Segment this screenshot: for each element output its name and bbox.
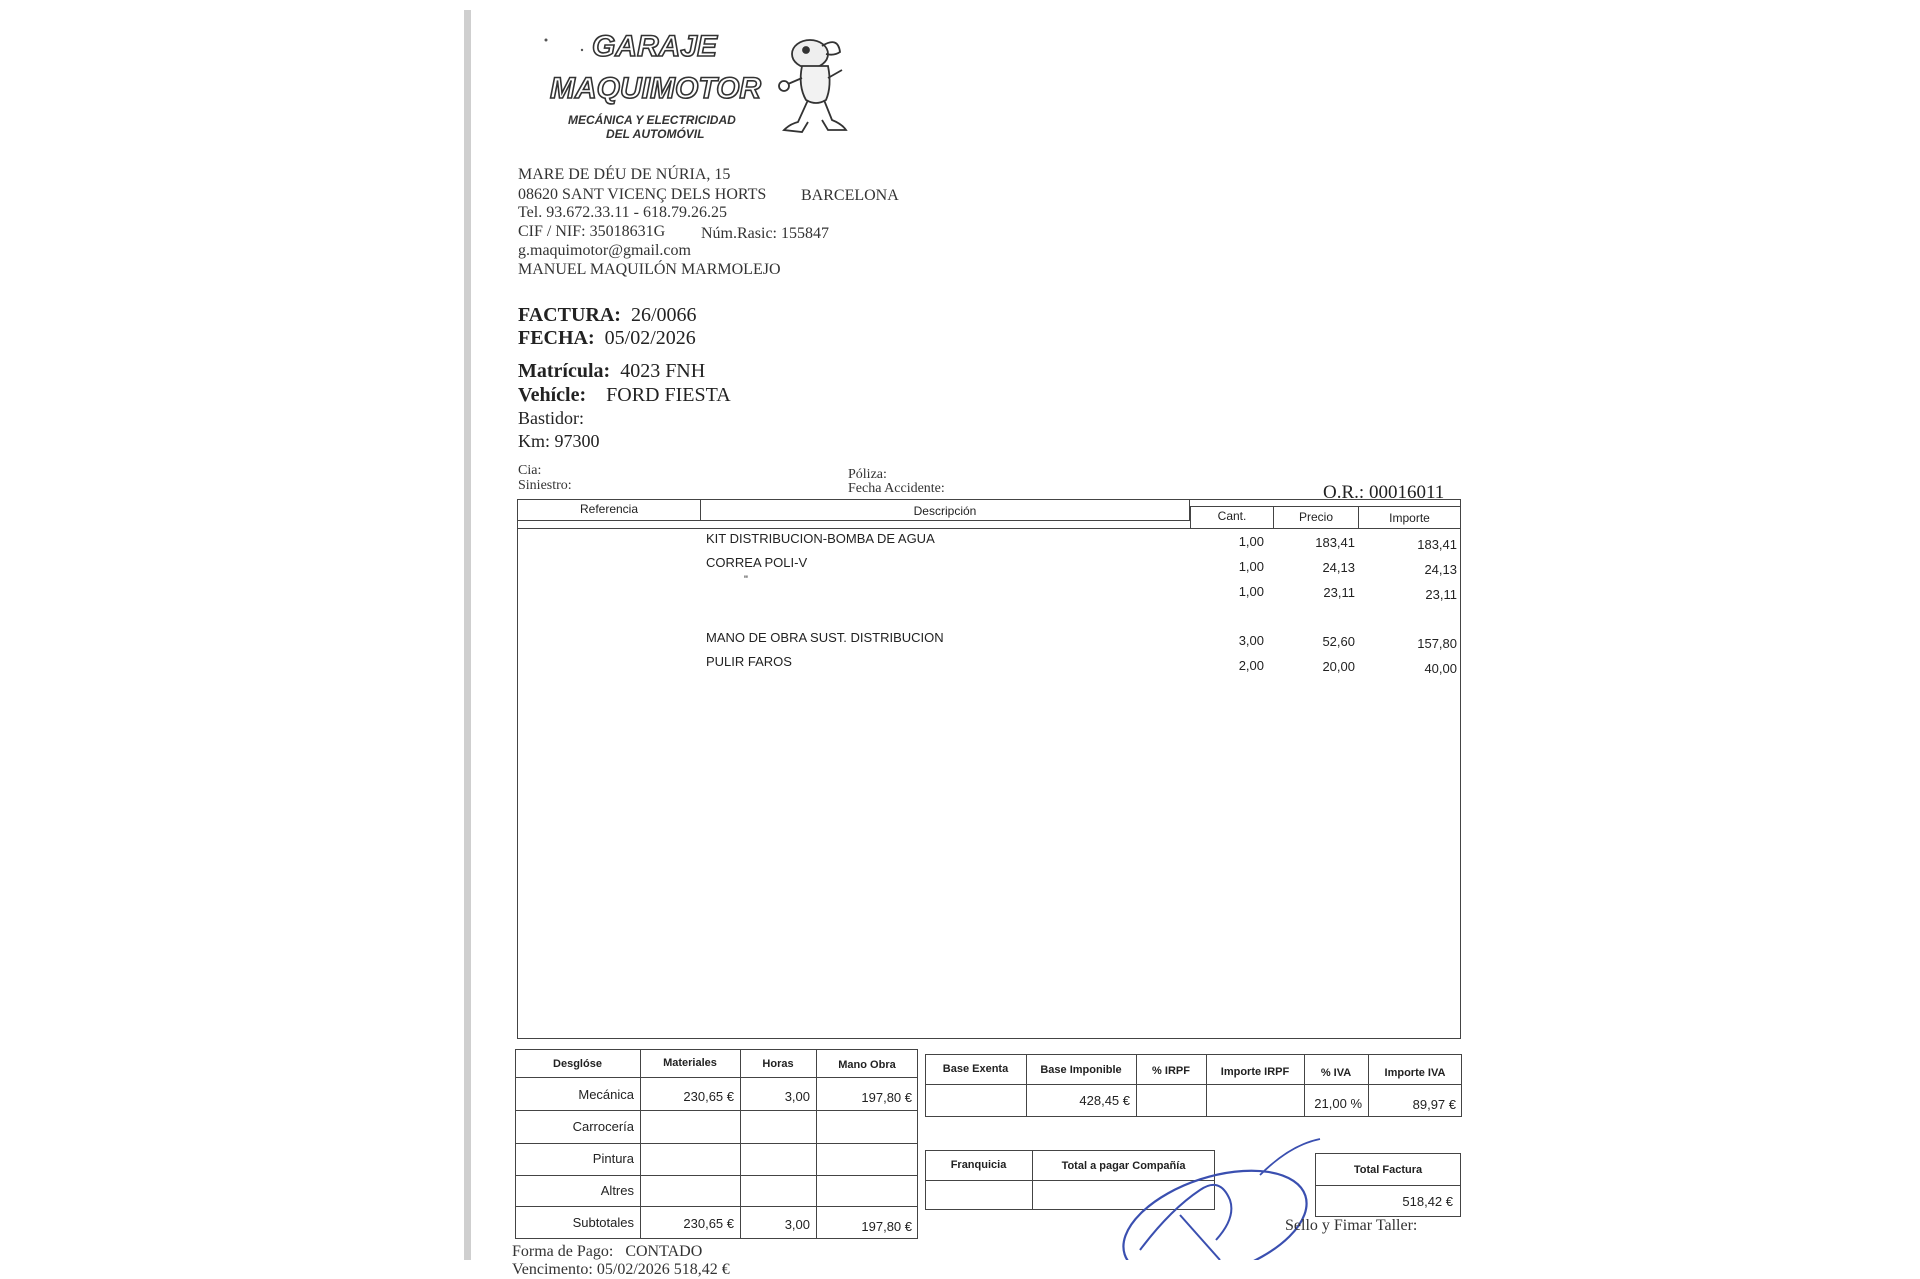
col-header-descripcion: Descripción <box>913 504 977 518</box>
items-header-divider <box>517 528 1461 529</box>
company-logo <box>540 26 860 151</box>
col-header-cant: Cant. <box>1217 509 1247 523</box>
tax-col-divider <box>1136 1054 1137 1117</box>
breakdown-header: Materiales <box>663 1057 717 1069</box>
invoice-number-value: 26/0066 <box>630 304 697 326</box>
siniestro-label: Siniestro: <box>518 478 572 493</box>
signature-stamp <box>1110 1135 1350 1260</box>
vehicle-km-label: Km: <box>518 431 551 451</box>
mascot-icon <box>779 40 846 132</box>
breakdown-mano-obra: 197,80 € <box>861 1219 912 1234</box>
payment-method-value: CONTADO <box>625 1243 703 1260</box>
poliza-label: Póliza: <box>848 467 887 482</box>
breakdown-mano-obra: 197,80 € <box>861 1090 912 1105</box>
logo-line1: GARAJE <box>592 30 718 63</box>
item-importe: 157,80 <box>1417 636 1457 651</box>
breakdown-row-divider <box>515 1143 918 1144</box>
tax-col-divider <box>1206 1054 1207 1117</box>
company-phone: Tel. 93.672.33.11 - 618.79.26.25 <box>518 204 727 221</box>
vehicle-plate <box>518 360 705 383</box>
company-owner: MANUEL MAQUILÓN MARMOLEJO <box>518 261 781 278</box>
tax-iva-percent: 21,00 % <box>1314 1096 1362 1111</box>
col-header-importe: Importe <box>1389 511 1430 525</box>
tax-header: Base Exenta <box>942 1063 1009 1075</box>
invoice-number <box>518 304 697 327</box>
total-value: 518,42 € <box>1402 1194 1453 1209</box>
items-table <box>517 499 1461 1039</box>
fecha-accidente-label: Fecha Accidente: <box>848 481 945 496</box>
total-label: Total Factura <box>1353 1164 1423 1176</box>
item-importe: 23,11 <box>1425 587 1457 602</box>
item-cant: 1,00 <box>1238 534 1264 549</box>
item-cant: 1,00 <box>1238 559 1264 574</box>
vehicle-chassis: Bastidor: <box>518 408 584 428</box>
breakdown-header: Desglóse <box>553 1058 602 1070</box>
vehicle-plate-value: 4023 FNH <box>620 360 706 382</box>
company-rasic: Núm.Rasic: 155847 <box>701 225 829 242</box>
company-address: MARE DE DÉU DE NÚRIA, 15 <box>518 166 731 183</box>
company-email: g.maquimotor@gmail.com <box>518 242 691 259</box>
total-compania-header: Total a pagar Compañía <box>1061 1160 1186 1172</box>
breakdown-header: Mano Obra <box>838 1059 896 1071</box>
col-header-referencia: Referencia <box>579 502 639 516</box>
logo-tagline2: DEL AUTOMÓVIL <box>606 127 705 141</box>
due-date: Vencimento: 05/02/2026 518,42 € <box>512 1261 730 1278</box>
breakdown-row-label: Altres <box>600 1183 634 1198</box>
item-precio: 52,60 <box>1322 634 1355 649</box>
item-precio: 20,00 <box>1322 659 1355 674</box>
franquicia-header: Franquicia <box>950 1159 1007 1171</box>
invoice-date-value: 05/02/2026 <box>604 327 696 349</box>
vehicle-model-label: Vehícle: <box>518 384 587 406</box>
tax-header: Base Imponible <box>1040 1064 1122 1076</box>
company-cif: CIF / NIF: 35018631G <box>518 223 666 240</box>
item-desc: " <box>744 574 748 586</box>
company-province: BARCELONA <box>801 187 899 204</box>
item-cant: 2,00 <box>1238 658 1264 673</box>
payment-method-label: Forma de Pago: <box>512 1243 614 1260</box>
breakdown-materiales: 230,65 € <box>683 1216 734 1231</box>
breakdown-row-label: Pintura <box>592 1151 634 1166</box>
tax-header: Importe IVA <box>1384 1067 1446 1079</box>
tax-header: % IRPF <box>1152 1065 1190 1077</box>
item-desc: PULIR FAROS <box>706 654 792 669</box>
item-importe: 183,41 <box>1417 537 1457 552</box>
scan-edge <box>464 10 471 1260</box>
breakdown-row-label: Mecánica <box>578 1087 634 1102</box>
col-header-precio: Precio <box>1298 510 1333 524</box>
tax-header: Importe IRPF <box>1220 1066 1290 1078</box>
vehicle-model-value: FORD FIESTA <box>606 384 731 406</box>
breakdown-materiales: 230,65 € <box>683 1089 734 1104</box>
tax-row-divider <box>925 1084 1462 1085</box>
cia-label: Cia: <box>518 463 542 478</box>
item-precio: 24,13 <box>1322 560 1355 575</box>
invoice-date-label: FECHA: <box>518 327 595 349</box>
logo-line2: MAQUIMOTOR <box>550 72 762 105</box>
vehicle-km-value: 97300 <box>554 431 600 451</box>
breakdown-row-label: Carrocería <box>572 1119 634 1134</box>
item-cant: 1,00 <box>1238 584 1264 599</box>
order-reference-value: 00016011 <box>1368 482 1445 503</box>
payment-method <box>512 1243 702 1261</box>
item-cant: 3,00 <box>1238 633 1264 648</box>
vehicle-model <box>518 384 731 407</box>
item-precio: 23,11 <box>1323 585 1355 600</box>
vehicle-km <box>518 431 600 452</box>
item-desc: CORREA POLI-V <box>706 555 808 570</box>
vehicle-plate-label: Matrícula: <box>518 360 611 382</box>
invoice-number-label: FACTURA: <box>518 304 621 326</box>
item-importe: 40,00 <box>1424 661 1457 676</box>
breakdown-row-divider <box>515 1206 918 1207</box>
breakdown-horas: 3,00 <box>784 1089 810 1104</box>
logo-tagline1: MECÁNICA Y ELECTRICIDAD <box>568 113 736 127</box>
breakdown-row-label: Subtotales <box>572 1215 634 1230</box>
breakdown-row-divider <box>515 1175 918 1176</box>
item-desc: KIT DISTRIBUCION-BOMBA DE AGUA <box>706 531 935 546</box>
tax-iva-amount: 89,97 € <box>1412 1097 1456 1112</box>
company-city: 08620 SANT VICENÇ DELS HORTS <box>518 186 767 203</box>
item-precio: 183,41 <box>1315 535 1355 550</box>
breakdown-horas: 3,00 <box>784 1217 810 1232</box>
breakdown-header: Horas <box>762 1058 794 1070</box>
logo-graphic <box>540 26 860 151</box>
breakdown-row-divider <box>515 1110 918 1111</box>
breakdown-row-divider <box>515 1077 918 1078</box>
invoice-date <box>518 327 696 350</box>
order-reference-label: O.R.: <box>1323 482 1365 503</box>
item-importe: 24,13 <box>1424 562 1457 577</box>
tax-header: % IVA <box>1320 1067 1352 1079</box>
signature-label: Sello y Fimar Taller: <box>1285 1217 1418 1234</box>
tax-base-imponible: 428,45 € <box>1079 1093 1130 1108</box>
item-desc: MANO DE OBRA SUST. DISTRIBUCION <box>706 630 944 645</box>
